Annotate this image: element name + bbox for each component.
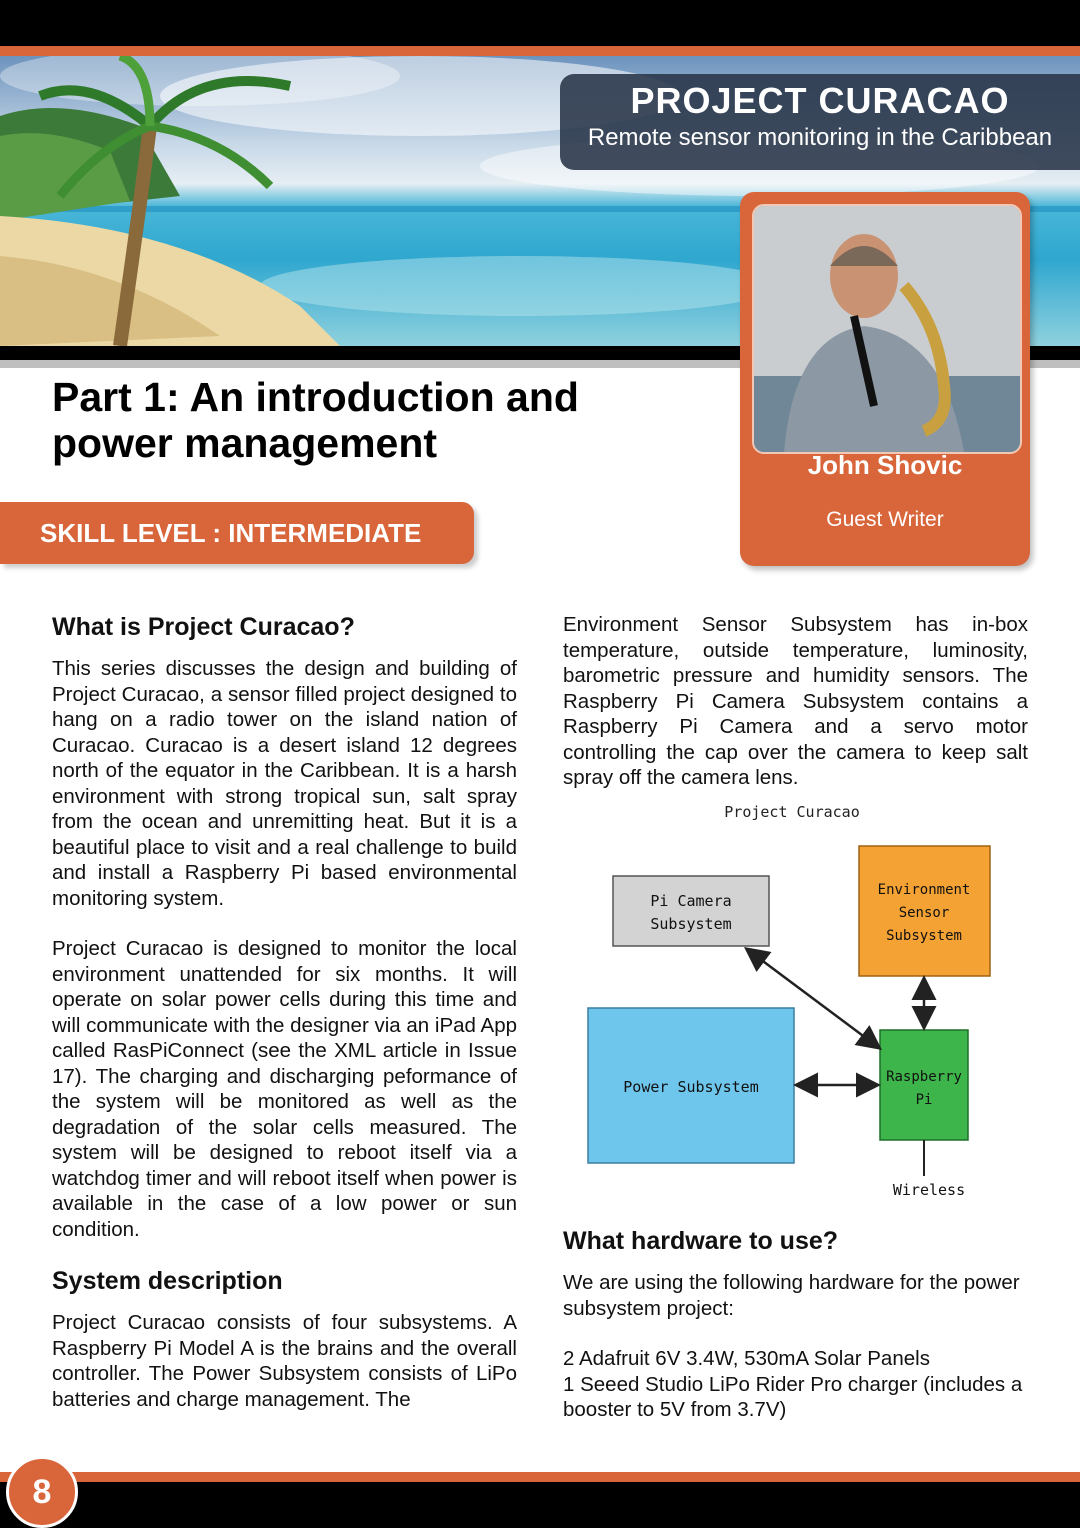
rpi-label-line2: Pi: [915, 1092, 933, 1108]
footer-black-bar: [0, 1482, 1080, 1528]
footer-accent-stripe: [0, 1472, 1080, 1482]
env-label-line2: Sensor: [898, 905, 950, 921]
diagram-title: Project Curacao: [724, 803, 860, 821]
paragraph-design: Project Curacao is designed to monitor the local environment unattended for six months. It will operate on solar power cells during this time and will communicate with the designer via an iPad App called RasPiConnect (see the XML article in Issue 17). The charging and discharging peformance of the system will be monitored as well as the degradation of the solar cells measured. The system will be designed to reboot itself via a watchdog timer and will reboot itself when power is available in the case of a low power or sun condition.: [52, 937, 517, 1241]
author-name: John Shovic: [807, 450, 963, 480]
author-photo: [752, 204, 1022, 454]
author-card: [740, 192, 1030, 566]
camera-label-line1: Pi Camera: [650, 892, 732, 910]
left-column: [52, 612, 517, 1412]
paragraph-intro: This series discusses the design and building of Project Curacao, a sensor filled project designed to hang on a radio tower on the island nation of Curacao. Curacao is a desert island 12 degrees north of the equator in the Caribbean. It is a harsh environment with strong tropical sun, salt spray from the ocean and unremitting heat. But it is a beautiful place to visit and a real challenge to build and install a Raspberry Pi based environmental monitoring system.: [52, 657, 517, 910]
env-label-line1: Environment: [877, 882, 971, 898]
article-title-line2: power management: [52, 420, 438, 466]
paragraph-hardware-intro: We are using the following hardware for the power subsystem project:: [563, 1271, 1020, 1320]
project-banner: [560, 74, 1080, 170]
page-number: 8: [6, 1456, 78, 1528]
article-title-line1: Part 1: An introduction and: [52, 374, 579, 420]
camera-subsystem-box: [613, 876, 769, 946]
heading-what-is: What is Project Curacao?: [52, 613, 355, 641]
hardware-item-solar: 2 Adafruit 6V 3.4W, 530mA Solar Panels: [563, 1347, 930, 1370]
heading-system-description: System description: [52, 1267, 283, 1295]
project-title: PROJECT CURACAO: [630, 80, 1010, 121]
hardware-item-charger: 1 Seeed Studio LiPo Rider Pro charger (includes a booster to 5V from 3.7V): [563, 1372, 1023, 1421]
block-diagram: [560, 800, 1030, 1210]
rpi-label-line1: Raspberry: [886, 1069, 962, 1085]
env-label-line3: Subsystem: [886, 928, 962, 944]
right-column-bottom: [563, 1226, 1033, 1423]
right-column-top: [563, 612, 1028, 791]
paragraph-system: Project Curacao consists of four subsystems. A Raspberry Pi Model A is the brains and the overall controller. The Power Subsystem consists of LiPo batteries and charge management. The: [52, 1311, 517, 1411]
camera-label-line2: Subsystem: [650, 915, 732, 933]
project-subtitle: Remote sensor monitoring in the Caribbean: [587, 124, 1053, 151]
top-black-bar: [0, 0, 1080, 46]
author-role: Guest Writer: [826, 508, 944, 531]
heading-hardware: What hardware to use?: [563, 1227, 839, 1255]
top-accent-stripe: [0, 46, 1080, 56]
raspberry-pi-box: [880, 1030, 968, 1140]
power-label: Power Subsystem: [623, 1078, 759, 1096]
paragraph-subsystems: Environment Sensor Subsystem has in-box temperature, outside temperature, luminosity, barometric pressure and humidity sensors. The Raspberry Pi Camera Subsystem contains a Raspberry Pi Camera and a servo motor controlling the cap over the camera to keep salt spray off the camera lens.: [563, 613, 1028, 789]
wireless-label: Wireless: [892, 1181, 966, 1199]
article-title: [52, 374, 672, 466]
skill-level-badge: SKILL LEVEL : INTERMEDIATE: [0, 502, 474, 564]
